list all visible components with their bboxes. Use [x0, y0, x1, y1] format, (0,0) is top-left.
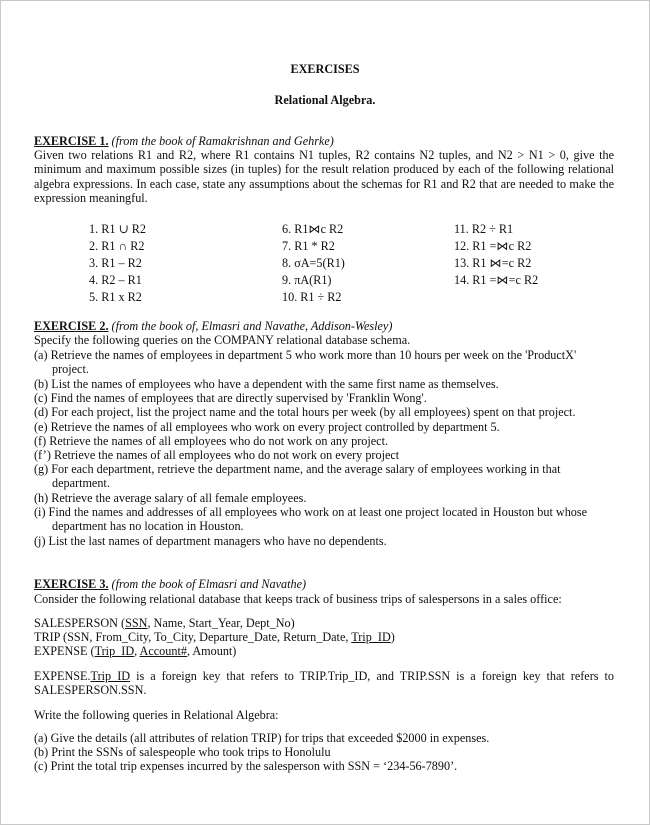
- exercise-2-source: (from the book of, Elmasri and Navathe, Addison-Wesley): [111, 319, 393, 333]
- schema-salesperson: SALESPERSON (SSN, Name, Start_Year, Dept_No): [34, 616, 295, 630]
- expr-13: 13. R1 ⋈=c R2: [454, 256, 532, 270]
- exercise-1-intro: Given two relations R1 and R2, where R1 contains N1 tuples, R2 contains N2 tuples, and N2 > N1 > 0, give the minimum and maximum possible sizes (in tuples) for the result relation produced by each of the following relational algebra expressions. In each case, state any assumptions about the schemas for R1 and R2 that are needed to make the expression meaningful.: [34, 148, 614, 206]
- schema-trip: TRIP (SSN, From_City, To_City, Departure_Date, Return_Date, Trip_ID): [34, 630, 395, 644]
- expr-7: 7. R1 * R2: [282, 239, 335, 253]
- page-title: EXERCISES: [290, 62, 360, 76]
- ex3-query-b: (b) Print the SSNs of salespeople who took trips to Honolulu: [34, 745, 331, 759]
- exercise-3-heading: EXERCISE 3.: [34, 577, 109, 591]
- exercise-3-intro: Consider the following relational database that keeps track of business trips of salespersons in a sales office:: [34, 592, 562, 606]
- expr-10: 10. R1 ÷ R2: [282, 290, 342, 304]
- key-account: Account#: [139, 644, 187, 658]
- expr-12: 12. R1 =⋈c R2: [454, 239, 532, 253]
- query-h: (h) Retrieve the average salary of all female employees.: [34, 491, 307, 505]
- query-c: (c) Find the names of employees that are directly supervised by 'Franklin Wong'.: [34, 391, 427, 405]
- expr-4: 4. R2 – R1: [89, 273, 142, 287]
- exercise-1-source: (from the book of Ramakrishnan and Gehrke): [111, 134, 334, 148]
- primary-key-trip-id: Trip_ID: [351, 630, 391, 644]
- expr-11: 11. R2 ÷ R1: [454, 222, 514, 236]
- ex3-query-c: (c) Print the total trip expenses incurred by the salesperson with SSN = ‘234-56-7890’.: [34, 759, 458, 773]
- page-subtitle: Relational Algebra.: [274, 93, 376, 107]
- primary-key-ssn: SSN: [125, 616, 148, 630]
- expr-8: 8. σA=5(R1): [282, 256, 345, 270]
- exercise-3-header: [34, 577, 306, 591]
- query-e: (e) Retrieve the names of all employees who work on every project controlled by department 5.: [34, 420, 500, 434]
- expr-9: 9. πA(R1): [282, 273, 332, 287]
- query-f: (f) Retrieve the names of all employees who do not work on any project.: [34, 434, 389, 448]
- expr-14: 14. R1 =⋈=c R2: [454, 273, 539, 287]
- expr-6: 6. R1⋈c R2: [282, 222, 344, 236]
- schema-expense: EXPENSE (Trip_ID, Account#, Amount): [34, 644, 237, 658]
- expr-3: 3. R1 – R2: [89, 256, 142, 270]
- query-b: (b) List the names of employees who have a dependent with the same first name as themselves.: [34, 377, 499, 391]
- exercise-1-header: [34, 134, 334, 148]
- exercise-1-heading: EXERCISE 1.: [34, 134, 109, 148]
- expr-1: 1. R1 ∪ R2: [89, 222, 146, 236]
- exercise-2-heading: EXERCISE 2.: [34, 319, 109, 333]
- query-a: (a) Retrieve the names of employees in department 5 who work more than 10 hours per week on the 'ProductX' project.: [34, 348, 577, 377]
- expr-5: 5. R1 x R2: [89, 290, 142, 304]
- exercise-2-intro: Specify the following queries on the COMPANY relational database schema.: [34, 333, 411, 347]
- query-f-prime: (f’) Retrieve the names of all employees who do not work on every project: [34, 448, 400, 462]
- foreign-key-note: EXPENSE.Trip_ID is a foreign key that refers to TRIP.Trip_ID, and TRIP.SSN is a foreign key that refers to SALESPERSON.SSN.: [34, 669, 614, 698]
- query-d: (d) For each project, list the project name and the total hours per week (by all employees) spent on that project.: [34, 405, 576, 419]
- exercise-3-source: (from the book of Elmasri and Navathe): [111, 577, 307, 591]
- exercise-2-header: [34, 319, 392, 333]
- exercise-3-task: Write the following queries in Relational Algebra:: [34, 708, 279, 722]
- query-g: (g) For each department, retrieve the department name, and the average salary of employees working in that department.: [34, 462, 561, 491]
- ex3-query-a: (a) Give the details (all attributes of relation TRIP) for trips that exceeded $2000 in expenses.: [34, 731, 490, 745]
- query-j: (j) List the last names of department managers who have no dependents.: [34, 534, 387, 548]
- key-trip-id: Trip_ID: [94, 644, 135, 658]
- query-i: (i) Find the names and addresses of all employees who work on at least one project located in Houston but whose department has no location in Houston.: [34, 505, 588, 534]
- expr-2: 2. R1 ∩ R2: [89, 239, 145, 253]
